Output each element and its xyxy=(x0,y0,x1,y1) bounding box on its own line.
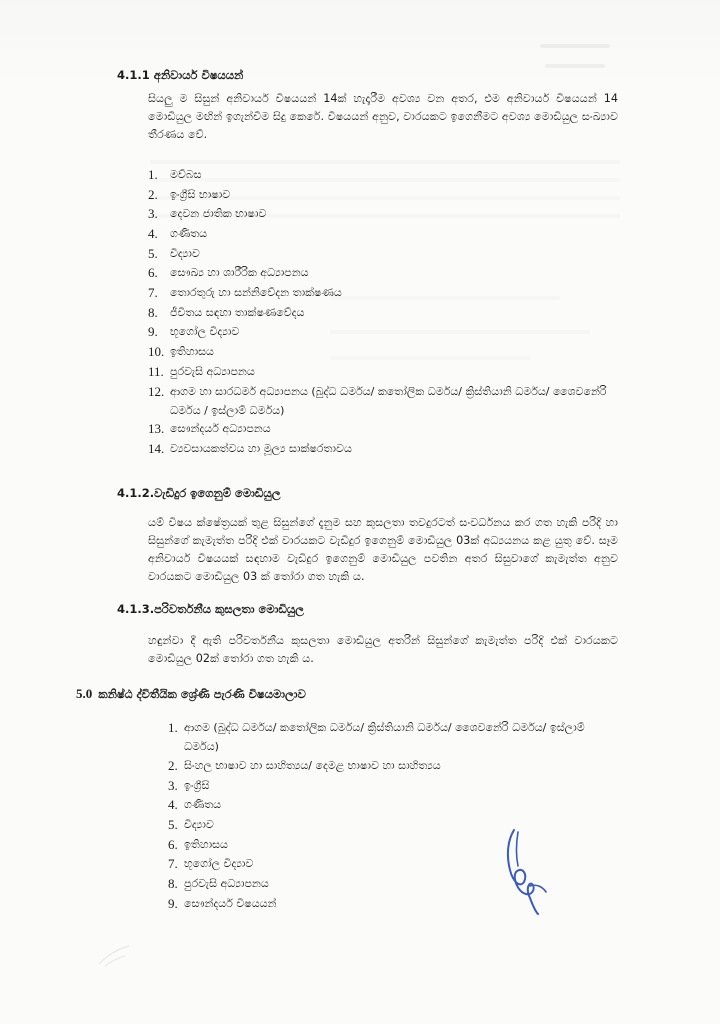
list-item-number: 2. xyxy=(148,186,158,202)
list-item-number: 14. xyxy=(148,441,165,457)
bleed-through-mark xyxy=(540,44,610,48)
list-item-text: සෞඛ්‍ය හා ශාරීරික අධ්‍යාපනය xyxy=(170,266,309,280)
list-item xyxy=(148,323,618,343)
list-item-text: ආගම (බුද්ධ ධර්මය/ කතෝලික ධර්මය/ ක්‍රිස්තියානි ධර්මය/ ශෛවනේරි ධර්මය/ ඉස්ලාම් ධර්මය) xyxy=(184,721,585,753)
list-item-text: පුරවැසි අධ්‍යාපනය xyxy=(184,876,269,890)
list-item-text: විද්‍යාව xyxy=(184,817,214,831)
list-item-number: 4. xyxy=(168,797,178,813)
list-item-number: 3. xyxy=(168,777,178,793)
list-item xyxy=(148,204,618,224)
list-item-text: ඉතිහාසය xyxy=(184,837,228,851)
list-item-text: ගණිතය xyxy=(170,226,208,240)
list-item-number: 9. xyxy=(148,324,158,340)
list-item xyxy=(168,795,618,815)
list-item xyxy=(148,165,618,185)
list-item-text: ඉතිහාසය xyxy=(170,345,214,359)
list-item-number: 8. xyxy=(148,304,158,320)
section-heading: 4.1.2.වැඩිදුර ඉගෙනුම් මොඩියුල xyxy=(117,486,281,500)
list-item-text: ගණිතය xyxy=(184,798,222,812)
list-item-number: 1. xyxy=(148,166,158,182)
list-item-text: තොරතුරු හා සන්නිවේදන තාක්ෂණය xyxy=(170,285,342,299)
list-item xyxy=(168,718,618,756)
section-paragraph: සියලු ම සිසුන් අනිවාර්ය විෂයයන් 14ක් හැදෑරීම අවශ්‍ය වන අතර, එම අනිවාර්ය විෂයයන් 14 මොඩියුල මඟින් ඉගැන්වීම සිදු කෙරේ. විෂයයන් අනුව, වාරයකට ඉගෙනීමට අවශ්‍ය මොඩියුල සංඛ්‍යාව තීරණය වේ. xyxy=(148,92,618,141)
list-item xyxy=(168,756,618,776)
list-item-text: ඉංග්‍රීසි භාෂාව xyxy=(170,187,231,201)
list-item-number: 6. xyxy=(168,836,178,852)
section-heading: 4.1.3.පරිවර්තනීය කුසලතා මොඩියුල xyxy=(117,602,304,616)
list-item-text: ආගම හා සාරධර්ම අධ්‍යාපනය (බුද්ධ ධර්මය/ කතෝලික ධර්මය/ ක්‍රිස්තියානි ධර්මය/ ශෛවනේරි ධර්මය / ඉස්ලාම් ධර්මය) xyxy=(170,384,607,417)
list-item-number: 7. xyxy=(168,856,178,872)
list-item-text: මව්බස xyxy=(170,167,202,181)
section-heading: 4.1.1 අනිවාර්ය විෂයයන් xyxy=(117,68,244,82)
list-item-text: ව්‍යවසායකත්වය හා මූල්‍ය සාක්ෂරතාවය xyxy=(170,442,352,456)
bleed-through-mark xyxy=(545,64,605,68)
list-item-number: 7. xyxy=(148,284,158,300)
list-item-number: 8. xyxy=(168,875,178,891)
handwritten-signature xyxy=(500,826,552,916)
list-item-number: 5. xyxy=(148,245,158,261)
list-item-number: 10. xyxy=(148,344,165,360)
list-item-number: 6. xyxy=(148,265,158,281)
list-item-text: භූගෝල විද්‍යාව xyxy=(170,325,240,339)
list-item xyxy=(148,342,618,362)
list-item-number: 5. xyxy=(168,816,178,832)
list-item-text: ඉංග්‍රීසි xyxy=(184,778,210,792)
list-item-number: 4. xyxy=(148,225,158,241)
list-item xyxy=(148,224,618,244)
list-item xyxy=(168,776,618,796)
faint-mark xyxy=(95,940,135,970)
list-item xyxy=(148,439,618,459)
list-item-number: 2. xyxy=(168,757,178,773)
list-item-text: සෞන්දර්ය අධ්‍යාපනය xyxy=(170,422,271,436)
list-item-number: 3. xyxy=(148,206,158,222)
list-item xyxy=(148,263,618,283)
list-item xyxy=(148,303,618,323)
list-item-text: ජීවිතය සඳහා තාක්ෂණවේදය xyxy=(170,305,305,319)
list-item xyxy=(148,185,618,205)
list-item-number: 11. xyxy=(148,363,164,379)
list-item-number: 13. xyxy=(148,421,165,437)
list-item-text: සෞන්දර්ය විෂයයන් xyxy=(184,896,277,910)
compulsory-subjects-list xyxy=(148,165,618,459)
list-item-number: 9. xyxy=(168,895,178,911)
bleed-through-mark xyxy=(150,160,620,164)
list-item-text: විද්‍යාව xyxy=(170,246,200,260)
list-item xyxy=(148,382,618,420)
section-heading: 5.0 කනිෂ්ඨ ද්විතීයික ශ්‍රේණි පැරණි විෂයමාලාව xyxy=(76,686,306,701)
list-item-number: 12. xyxy=(148,383,165,399)
list-item xyxy=(148,420,618,440)
list-item xyxy=(148,244,618,264)
list-item-text: සිංහල භාෂාව හා සාහිත්‍යය/ දෙමළ භාෂාව හා සාහිත්‍යය xyxy=(184,758,441,772)
section-paragraph: හඳුන්වා දී ඇති පරිවර්තනීය කුසලතා මොඩියුල අතරින් සිසුන්ගේ කැමැත්ත පරිදි එක් වාරයකට මොඩියුල 02ක් තෝරා ගත හැකි ය. xyxy=(148,634,618,665)
list-item-number: 1. xyxy=(168,720,178,735)
list-item-text: දෙවන ජාතික භාෂාව xyxy=(170,207,267,221)
list-item xyxy=(148,362,618,382)
list-item-text: පුරවැසි අධ්‍යාපනය xyxy=(170,364,255,378)
section-paragraph: යම් විෂය ක්ෂේත්‍රයක් තුළ සිසුන්ගේ දැනුම සහ කුසලතා තවදුරටත් සංවර්ධනය කර ගත හැකි පරිදි හා සිසුන්ගේ කැමැත්ත පරිදි එක් වාරයකට වැඩිදුර ඉගෙනුම් මොඩියුල 03ක් අධ්‍යයනය කළ යුතු වේ. සෑම අනිවාර්ය විෂයයක් සඳහාම වැඩිදුර ඉගෙනුම් මොඩියුල පවතින අතර සිසුවාගේ කැමැත්ත අනුව වාරයකට මොඩියුල 03 ක් තෝරා ගත හැකි ය. xyxy=(148,516,618,583)
list-item-text: භූගෝල විද්‍යාව xyxy=(184,857,254,871)
list-item xyxy=(148,283,618,303)
